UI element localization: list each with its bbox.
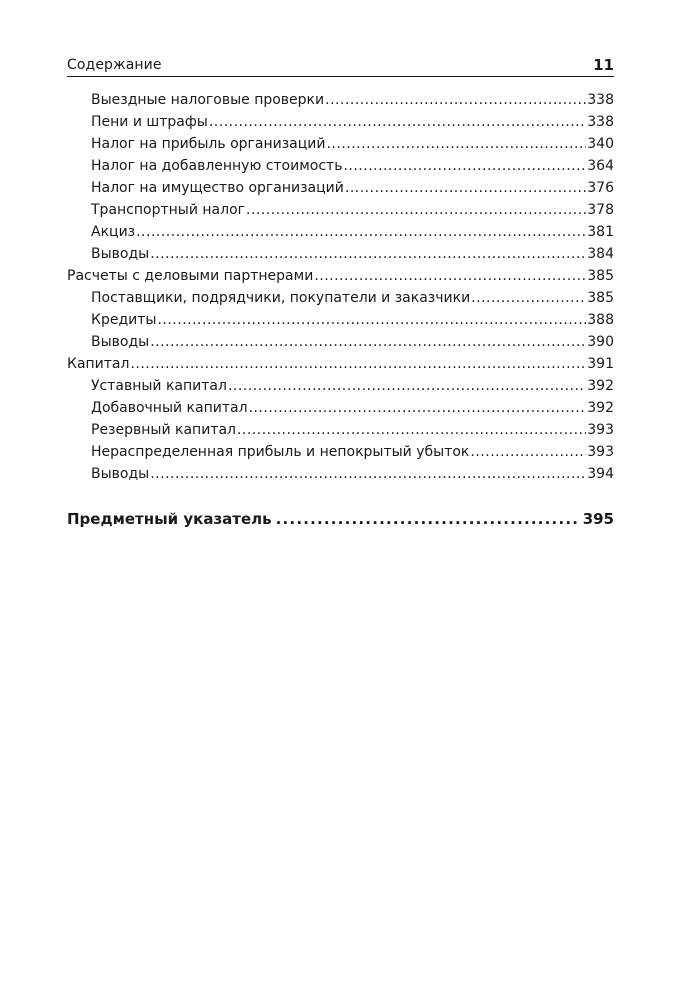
toc-entry-page: 384	[587, 246, 614, 262]
toc-entry-label: Налог на добавленную стоимость	[91, 158, 343, 174]
toc-entry-label: Расчеты с деловыми партнерами	[67, 268, 314, 284]
toc-entry[interactable]	[67, 158, 614, 180]
toc-entry[interactable]	[67, 466, 614, 488]
toc-entry[interactable]	[67, 246, 614, 268]
toc-leader-dots	[130, 356, 586, 372]
toc-entry-page: 392	[587, 400, 614, 416]
toc-entry[interactable]	[67, 92, 614, 114]
toc-entry-label: Выводы	[91, 246, 150, 262]
toc-leader-dots	[228, 378, 586, 394]
toc-entry-page: 340	[587, 136, 614, 152]
toc-leader-dots	[345, 180, 586, 196]
toc-entry[interactable]	[67, 444, 614, 466]
toc-entry-label: Транспортный налог	[91, 202, 245, 218]
toc-entry-label: Добавочный капитал	[91, 400, 248, 416]
toc-section-entry[interactable]	[67, 356, 614, 378]
toc-major-entry[interactable]	[67, 510, 614, 536]
toc-entry[interactable]	[67, 290, 614, 312]
toc-entry-label: Резервный капитал	[91, 422, 236, 438]
toc-leader-dots	[237, 422, 586, 438]
toc-entry-page: 388	[587, 312, 614, 328]
toc-entry-label: Предметный указатель	[67, 510, 272, 528]
toc-leader-dots	[150, 466, 586, 482]
toc-leader-dots	[343, 158, 586, 174]
toc-entry-page: 392	[587, 378, 614, 394]
toc-entry-page: 338	[587, 114, 614, 130]
toc-entry-label: Поставщики, подрядчики, покупатели и заказчики	[91, 290, 471, 306]
toc-entry-label: Акциз	[91, 224, 136, 240]
toc-entry-label: Кредиты	[91, 312, 157, 328]
toc-entry-label: Нераспределенная прибыль и непокрытый убыток	[91, 444, 470, 460]
toc-entry-page: 393	[587, 422, 614, 438]
toc-leader-dots	[150, 334, 586, 350]
toc-entry-page: 395	[582, 510, 614, 528]
toc-entry-label: Капитал	[67, 356, 130, 372]
toc-entry[interactable]	[67, 114, 614, 136]
toc-entry[interactable]	[67, 422, 614, 444]
toc-leader-dots	[249, 400, 587, 416]
toc-leader-dots	[471, 290, 586, 306]
toc-leader-dots	[326, 136, 586, 152]
toc-entry-label: Налог на прибыль организаций	[91, 136, 326, 152]
table-of-contents	[67, 92, 614, 536]
toc-leader-dots	[314, 268, 586, 284]
toc-section-entry[interactable]	[67, 268, 614, 290]
toc-leader-dots	[150, 246, 586, 262]
toc-leader-dots	[157, 312, 586, 328]
header-title: Содержание	[67, 57, 162, 73]
header-page-number: 11	[593, 56, 614, 74]
toc-entry-page: 393	[587, 444, 614, 460]
page-header	[67, 52, 614, 77]
toc-entry-label: Выводы	[91, 466, 150, 482]
toc-entry-page: 391	[587, 356, 614, 372]
toc-entry-page: 385	[587, 290, 614, 306]
toc-entry-page: 364	[587, 158, 614, 174]
toc-entry-label: Пени и штрафы	[91, 114, 208, 130]
toc-entry-page: 390	[587, 334, 614, 350]
toc-entry-page: 385	[587, 268, 614, 284]
toc-entry-page: 381	[587, 224, 614, 240]
toc-entry[interactable]	[67, 180, 614, 202]
toc-leader-dots	[136, 224, 586, 240]
toc-entry[interactable]	[67, 224, 614, 246]
toc-leader-dots	[246, 202, 586, 218]
toc-entry-page: 394	[587, 466, 614, 482]
toc-entry[interactable]	[67, 312, 614, 334]
toc-entry[interactable]	[67, 334, 614, 356]
toc-leader-dots	[470, 444, 586, 460]
toc-entry-label: Выездные налоговые проверки	[91, 92, 325, 108]
toc-leader-dots	[325, 92, 586, 108]
toc-entry[interactable]	[67, 378, 614, 400]
toc-entry[interactable]	[67, 400, 614, 422]
toc-entry-page: 338	[587, 92, 614, 108]
toc-entry[interactable]	[67, 202, 614, 224]
toc-entry-label: Уставный капитал	[91, 378, 227, 394]
toc-entry[interactable]	[67, 136, 614, 158]
toc-entry-label: Выводы	[91, 334, 150, 350]
toc-leader-dots	[209, 114, 586, 130]
toc-entry-page: 378	[587, 202, 614, 218]
toc-leader-dots	[276, 510, 579, 528]
toc-entry-page: 376	[587, 180, 614, 196]
toc-entry-label: Налог на имущество организаций	[91, 180, 344, 196]
